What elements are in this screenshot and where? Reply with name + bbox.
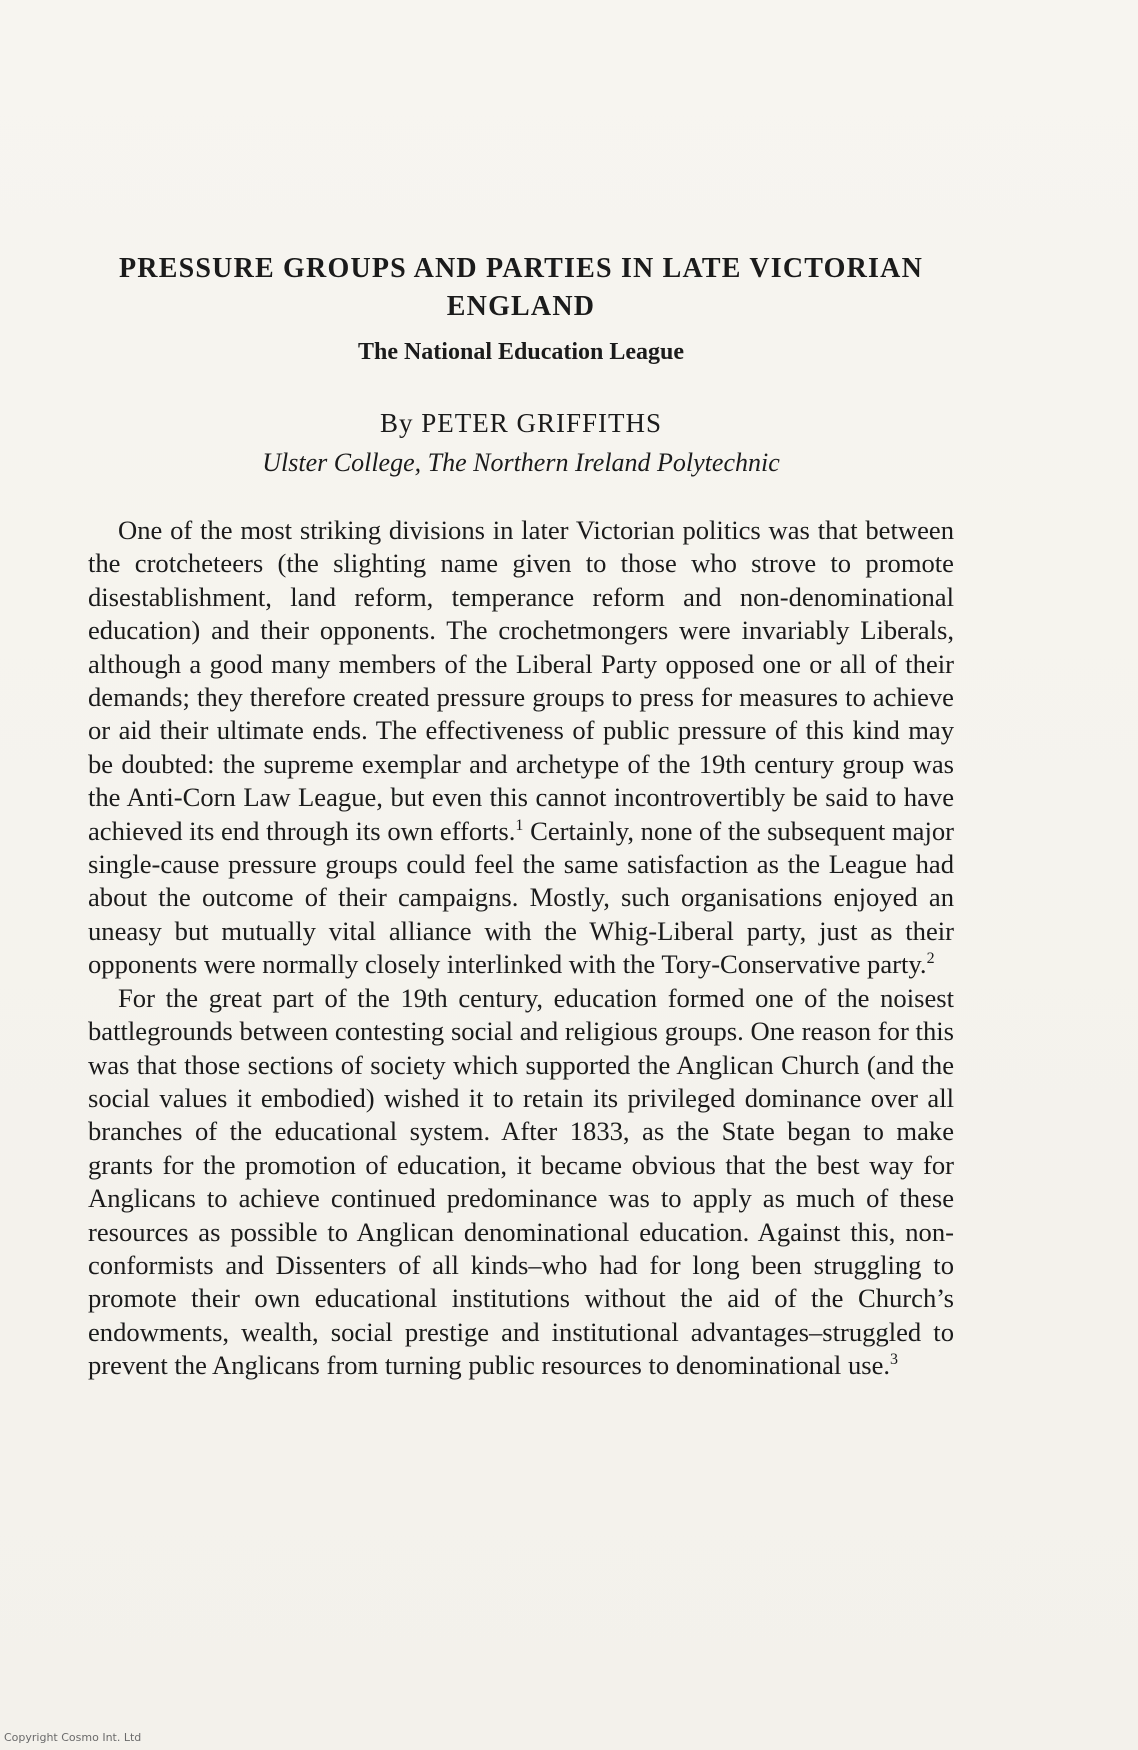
paragraph-1-text-a: One of the most striking divisions in later Victorian politics was that between the crotcheteers (the slighting name given to those who strove to promote disestablishment, land reform, temperance reform and non-denominational education) and their opponents. The crochetmongers were invariably Liberals, although a good many members of the Liberal Party opposed one or all of their demands; they therefore created pressure groups to press for measures to achieve or aid their ultimate ends. The effectiveness of public pressure of this kind may be doubted: the supreme exemplar and archetype of the 19th century group was the Anti-Corn Law League, but even this cannot incontrovertibly be said to have achieved its end through its own efforts. <box>88 515 954 846</box>
article-body <box>88 514 954 1383</box>
title-line-1: PRESSURE GROUPS AND PARTIES IN LATE VICTORIAN <box>119 253 923 284</box>
title-line-2: ENGLAND <box>446 291 596 322</box>
footnote-ref-2: 2 <box>926 950 935 968</box>
footnote-ref-1: 1 <box>515 816 524 834</box>
copyright-watermark: Copyright Cosmo Int. Ltd <box>4 1731 142 1744</box>
paragraph-2 <box>88 982 954 1383</box>
author-affiliation: Ulster College, The Northern Ireland Polytechnic <box>262 448 780 477</box>
footnote-ref-3: 3 <box>890 1351 899 1369</box>
article <box>88 250 954 1383</box>
paragraph-2-text: For the great part of the 19th century, education formed one of the noisest battlegrounds between contesting social and religious groups. One reason for this was that those sections of society which supported the Anglican Church (and the social values it embodied) wished it to retain its privileged dominance over all branches of the educational system. After 1833, as the State began to make grants for the promotion of education, it became obvious that the best way for Anglicans to achieve continued predominance was to apply as much of these resources as possible to Anglican denominational education. Against this, non-conformists and Dissenters of all kinds–who had for long been struggling to promote their own educational institutions without the aid of the Church’s endowments, wealth, social prestige and institutional advantages–struggled to prevent the Anglicans from turning public resources to denominational use. <box>88 982 954 1381</box>
author-byline: By PETER GRIFFITHS <box>379 408 663 438</box>
article-subtitle: The National Education League <box>357 339 685 365</box>
paragraph-1 <box>88 514 954 982</box>
paragraph-1-text-b: Certainly, none of the subsequent major single-cause pressure groups could feel the same satisfaction as the League had about the outcome of their campaigns. Mostly, such organisations enjoyed an uneasy but mutually vital alliance with the Whig-Liberal party, just as their opponents were normally closely interlinked with the Tory-Conservative party. <box>88 815 954 980</box>
article-title <box>88 250 954 326</box>
